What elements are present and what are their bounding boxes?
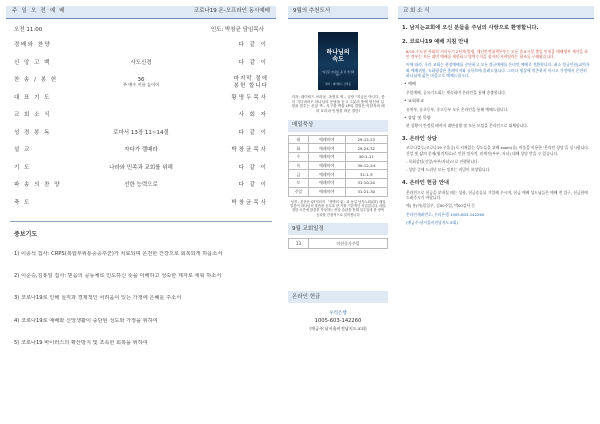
news-title: 1. 남지는교회에 오신 분들을 주님의 사랑으로 환영합니다.	[402, 25, 539, 31]
bible-day: 목	[289, 161, 309, 170]
news-paragraph: (예금주:남서울비전남지도교회)	[406, 219, 458, 225]
order-detail: 로마서 13장 11~14절	[113, 129, 169, 136]
order-name: 대 표 기 도	[14, 94, 51, 101]
bible-book: 에레미야	[308, 144, 345, 153]
bible-range: 29:24-32	[345, 144, 388, 153]
news-paragraph: - 상담 증에 드러난 모든 정보는 비밀이 보장됩니다.	[406, 167, 491, 173]
book-cover-image	[318, 32, 358, 90]
order-detail: 자다가 깰때라	[124, 147, 158, 154]
order-name: 설 교	[14, 147, 31, 154]
order-name: 성 경 봉 독	[14, 129, 51, 136]
worship-header	[6, 6, 276, 19]
news-paragraph: 8/19 수도권 사회적 거리두기 2단계 발령, 재난안전대책본부는 모든 종교시설 출입 인원을 예배명부 제작을 하던 정부는 모든 대면 예배를 제한하고 방역수칙을 철저히 지켜달라는 협조를 구해왔습니다.	[406, 48, 588, 60]
schedule-date: 13	[289, 239, 309, 249]
bible-range: 31:10-20	[345, 179, 388, 188]
worship-leader: 인도: 박창균 담임목사	[210, 27, 264, 33]
prayer-item: 1) 이종석 집사: CRPS(복합부위통증증후군)가 치료되며 온전한 건강으로 회복되게 하옵소서	[14, 250, 223, 257]
bible-day: 화	[289, 144, 309, 153]
worship-title: 주 일 오 전 예 배	[12, 8, 66, 15]
bible-range: 30:1-11	[345, 153, 388, 162]
worship-order-panel	[6, 6, 276, 418]
bible-header: 매일묵상	[288, 120, 388, 132]
bible-book: 에레미야	[308, 135, 345, 144]
schedule-table	[288, 238, 388, 249]
news-subheading: • 상담 및 목양	[404, 114, 431, 120]
divider	[10, 221, 272, 222]
news-paragraph: 코로나블루(코로나19 우울증)로 지쳐있는 성도들을 위해 zoom(줌) 어플을 이용한 '온라인 상담'을 실시합니다. 신앙 및 삶의 문제(영적치료)로 인한 정서적, 관계적(부부, 자녀) 대해 상담 받을 수 있습니다.	[406, 145, 590, 156]
bible-range: 31:1-9	[345, 170, 388, 179]
news-paragraph: 온라인계좌번호: 우리은행 1005-603-142260	[406, 211, 485, 217]
table-row	[289, 144, 388, 153]
order-who: 다 같 이	[238, 164, 268, 171]
news-paragraph: 주일예배, 공유기도회는 계속하며 온라인을 통해 송출합니다.	[406, 89, 507, 95]
hymn-number: 36	[137, 77, 145, 84]
giving-holder: (예금주:남서울비전남지도교회)	[309, 325, 367, 331]
news-body	[398, 19, 594, 225]
order-who: 다 같 이	[238, 59, 268, 66]
bible-day: 토	[289, 179, 309, 188]
schedule-event: 미션중가주일	[308, 239, 387, 249]
order-name: 찬 송 / 봉 헌	[14, 77, 58, 84]
order-row	[6, 77, 276, 95]
order-row	[6, 165, 276, 183]
order-name: 교 회 소 식	[14, 112, 51, 119]
giving-info	[288, 311, 388, 332]
news-paragraph: 유치부, 유초등부, 중고등부 모두 온라인을 통해 예배드립니다.	[406, 106, 509, 112]
bible-book: 에레미야	[308, 161, 345, 170]
giving-header: 온라인 헌금	[288, 291, 388, 303]
book-cover-author: 저자 : 데이비드 브라운	[325, 82, 351, 86]
order-detail: 선한 능력으로	[124, 182, 158, 189]
giving-bank: 우리은행	[329, 311, 347, 317]
schedule-header: 9월 교회일정	[288, 223, 388, 235]
order-who: 사 회 자	[238, 112, 268, 119]
news-paragraph: 예) 홍(아)일일주, 김00주일, 박00감사 등	[406, 203, 476, 209]
worship-order	[6, 27, 276, 217]
bible-book: 에레미야	[308, 153, 345, 162]
bible-day: 금	[289, 170, 309, 179]
bible-range: 29:15-23	[345, 135, 388, 144]
order-row	[6, 200, 276, 218]
order-name: 파 송 의 찬 양	[14, 182, 62, 189]
bible-description: 성경 - 본문은 QT저녁지 「생명의 삶」과 동일 남자노회(QT) 매일말씀이 하나님의 말씀을 듣도록 한 가장 기본적인 작업입니다. 매일 정한 시간에 말씀을 묵상하는 신앙 습관을 통해 일주일에 한 장씩 공과를 간접적으로 읽어봅니다	[290, 199, 386, 217]
order-name: 경배와 찬양	[14, 42, 52, 49]
bible-range: 31:21-30	[345, 187, 388, 196]
table-row	[289, 170, 388, 179]
news-paragraph: 온라인으로 헌금을 보내실 때는 성함, 헌금종류를 기입해 주시며, 헌금 예배 성도님들은 예배 전 입구, 헌금함에 드려주시기 바랍니다.	[406, 189, 588, 200]
order-name: 축 도	[14, 199, 31, 206]
order-row	[6, 182, 276, 200]
news-paragraph: - 목회상담(신앙/부부/자녀)으로 진행합니다.	[406, 159, 479, 165]
order-row	[6, 130, 276, 148]
order-who: 다 같 이	[238, 129, 268, 136]
worship-subtitle: 코로나19 온-오프라인 동시예배	[193, 8, 270, 15]
prayer-item: 2) 이준승,김홍일 집사: 믿음의 공동체로 인도하신 뜻을 이해하고 성숙한 제자로 세워 하소서	[14, 273, 222, 280]
bible-book: 에레미야	[308, 187, 345, 196]
table-row	[289, 161, 388, 170]
order-detail: 사도신경	[130, 59, 152, 66]
bible-day: 수	[289, 153, 309, 162]
order-row	[6, 95, 276, 113]
prayer-item: 4) 코로나19로 예배와 신앙생활이 중단된 성도와 가정을 위하여	[14, 317, 158, 324]
order-row	[6, 147, 276, 165]
bible-reading-table	[288, 135, 388, 197]
order-name: 기 도	[14, 164, 31, 171]
news-title: 4. 온라인 헌금 안내	[402, 179, 450, 186]
bible-day: 주일	[289, 187, 309, 196]
news-paragraph: 이에 따라, 우리 교회는 현장예배를 중단하고 모든 정규예배를 온라인 예배로 전환합니다. 최소 정규인원(교역자와 예배위원, 녹화영상은 홈페이지와 유튜브에 올려드립니다. 그러나 영상에 의존하지 마시고 가정에서 온전히 하나님께 삶은 마음으로 예배드립시다.	[406, 62, 590, 78]
news-panel	[398, 6, 594, 418]
bible-book: 에레미야	[308, 170, 345, 179]
prayer-item: 3) 코로나19로 인해 실직과 경제적인 어려움이 있는 가정에 은혜를 주소서	[14, 295, 182, 302]
worship-time: 오전 11:00	[14, 27, 43, 33]
bible-range: 30:12-24	[345, 161, 388, 170]
news-header: 교 회 소 식	[398, 6, 594, 19]
order-who: 박창균목사	[231, 199, 268, 206]
hymn-title: 주 예수 이름 높이어	[122, 82, 160, 88]
news-paragraph: 현 상황이 안정될 때까지 대면심방 및 모든 모임을 온라인으로 대체합니다.	[406, 123, 529, 129]
order-detail: 나라와 민족과 교회를 위해	[109, 164, 173, 171]
order-name: 신 앙 고 백	[14, 59, 51, 66]
table-row	[289, 239, 388, 249]
order-who: 다 같 이	[238, 182, 268, 189]
book-cover-title: 하나님의 속도	[326, 49, 350, 63]
order-who: 황명두목사	[231, 94, 268, 101]
giving-account: 1005-603-142260	[314, 318, 362, 324]
order-detail	[86, 77, 196, 88]
order-who-line: 마지막 절에	[233, 76, 268, 83]
prayer-title: 중보기도	[14, 231, 38, 239]
order-row	[6, 42, 276, 60]
sidebar-panel	[288, 6, 388, 418]
book-cover-subtitle: "지금은 아니다, 좀 더 기다려라!"	[321, 71, 355, 78]
order-row	[6, 112, 276, 130]
book-header: 9월의 추천도서	[288, 6, 388, 19]
table-row	[289, 135, 388, 144]
order-row	[6, 60, 276, 78]
table-row	[289, 153, 388, 162]
table-row	[289, 187, 388, 196]
worship-time-row	[6, 27, 276, 34]
news-title: 3. 온라인 상담	[402, 135, 437, 142]
table-row	[289, 179, 388, 188]
bible-book: 에레미야	[308, 179, 345, 188]
order-who	[234, 76, 268, 89]
book-description: 저자: 데이비드 브라운, 옥명호 역 - 규장 "지금은 아니다, 좀 더 기다려라!" 하나님의 응답을 듣고 그분의 뜻에 당신의 일정을 맞추는 신앙 책 - 지구를 박살 LP의 결말은 악한자의 때의 흐리라 인생을 바꾼 결단!	[291, 95, 385, 114]
order-who-line: 봉헌 합니다	[233, 82, 268, 89]
news-subheading: • 예배	[404, 81, 416, 87]
prayer-item: 5) 코로나19 바이러스의 확산방지 및 조속한 회복을 위하여	[14, 339, 148, 346]
news-subheading: • 교회학교	[404, 98, 424, 104]
news-title: 2. 코로나19 예배 지침 안내	[402, 38, 469, 45]
bible-day: 월	[289, 135, 309, 144]
order-who: 다 같 이	[238, 42, 268, 49]
order-who: 박창균목사	[231, 147, 268, 154]
